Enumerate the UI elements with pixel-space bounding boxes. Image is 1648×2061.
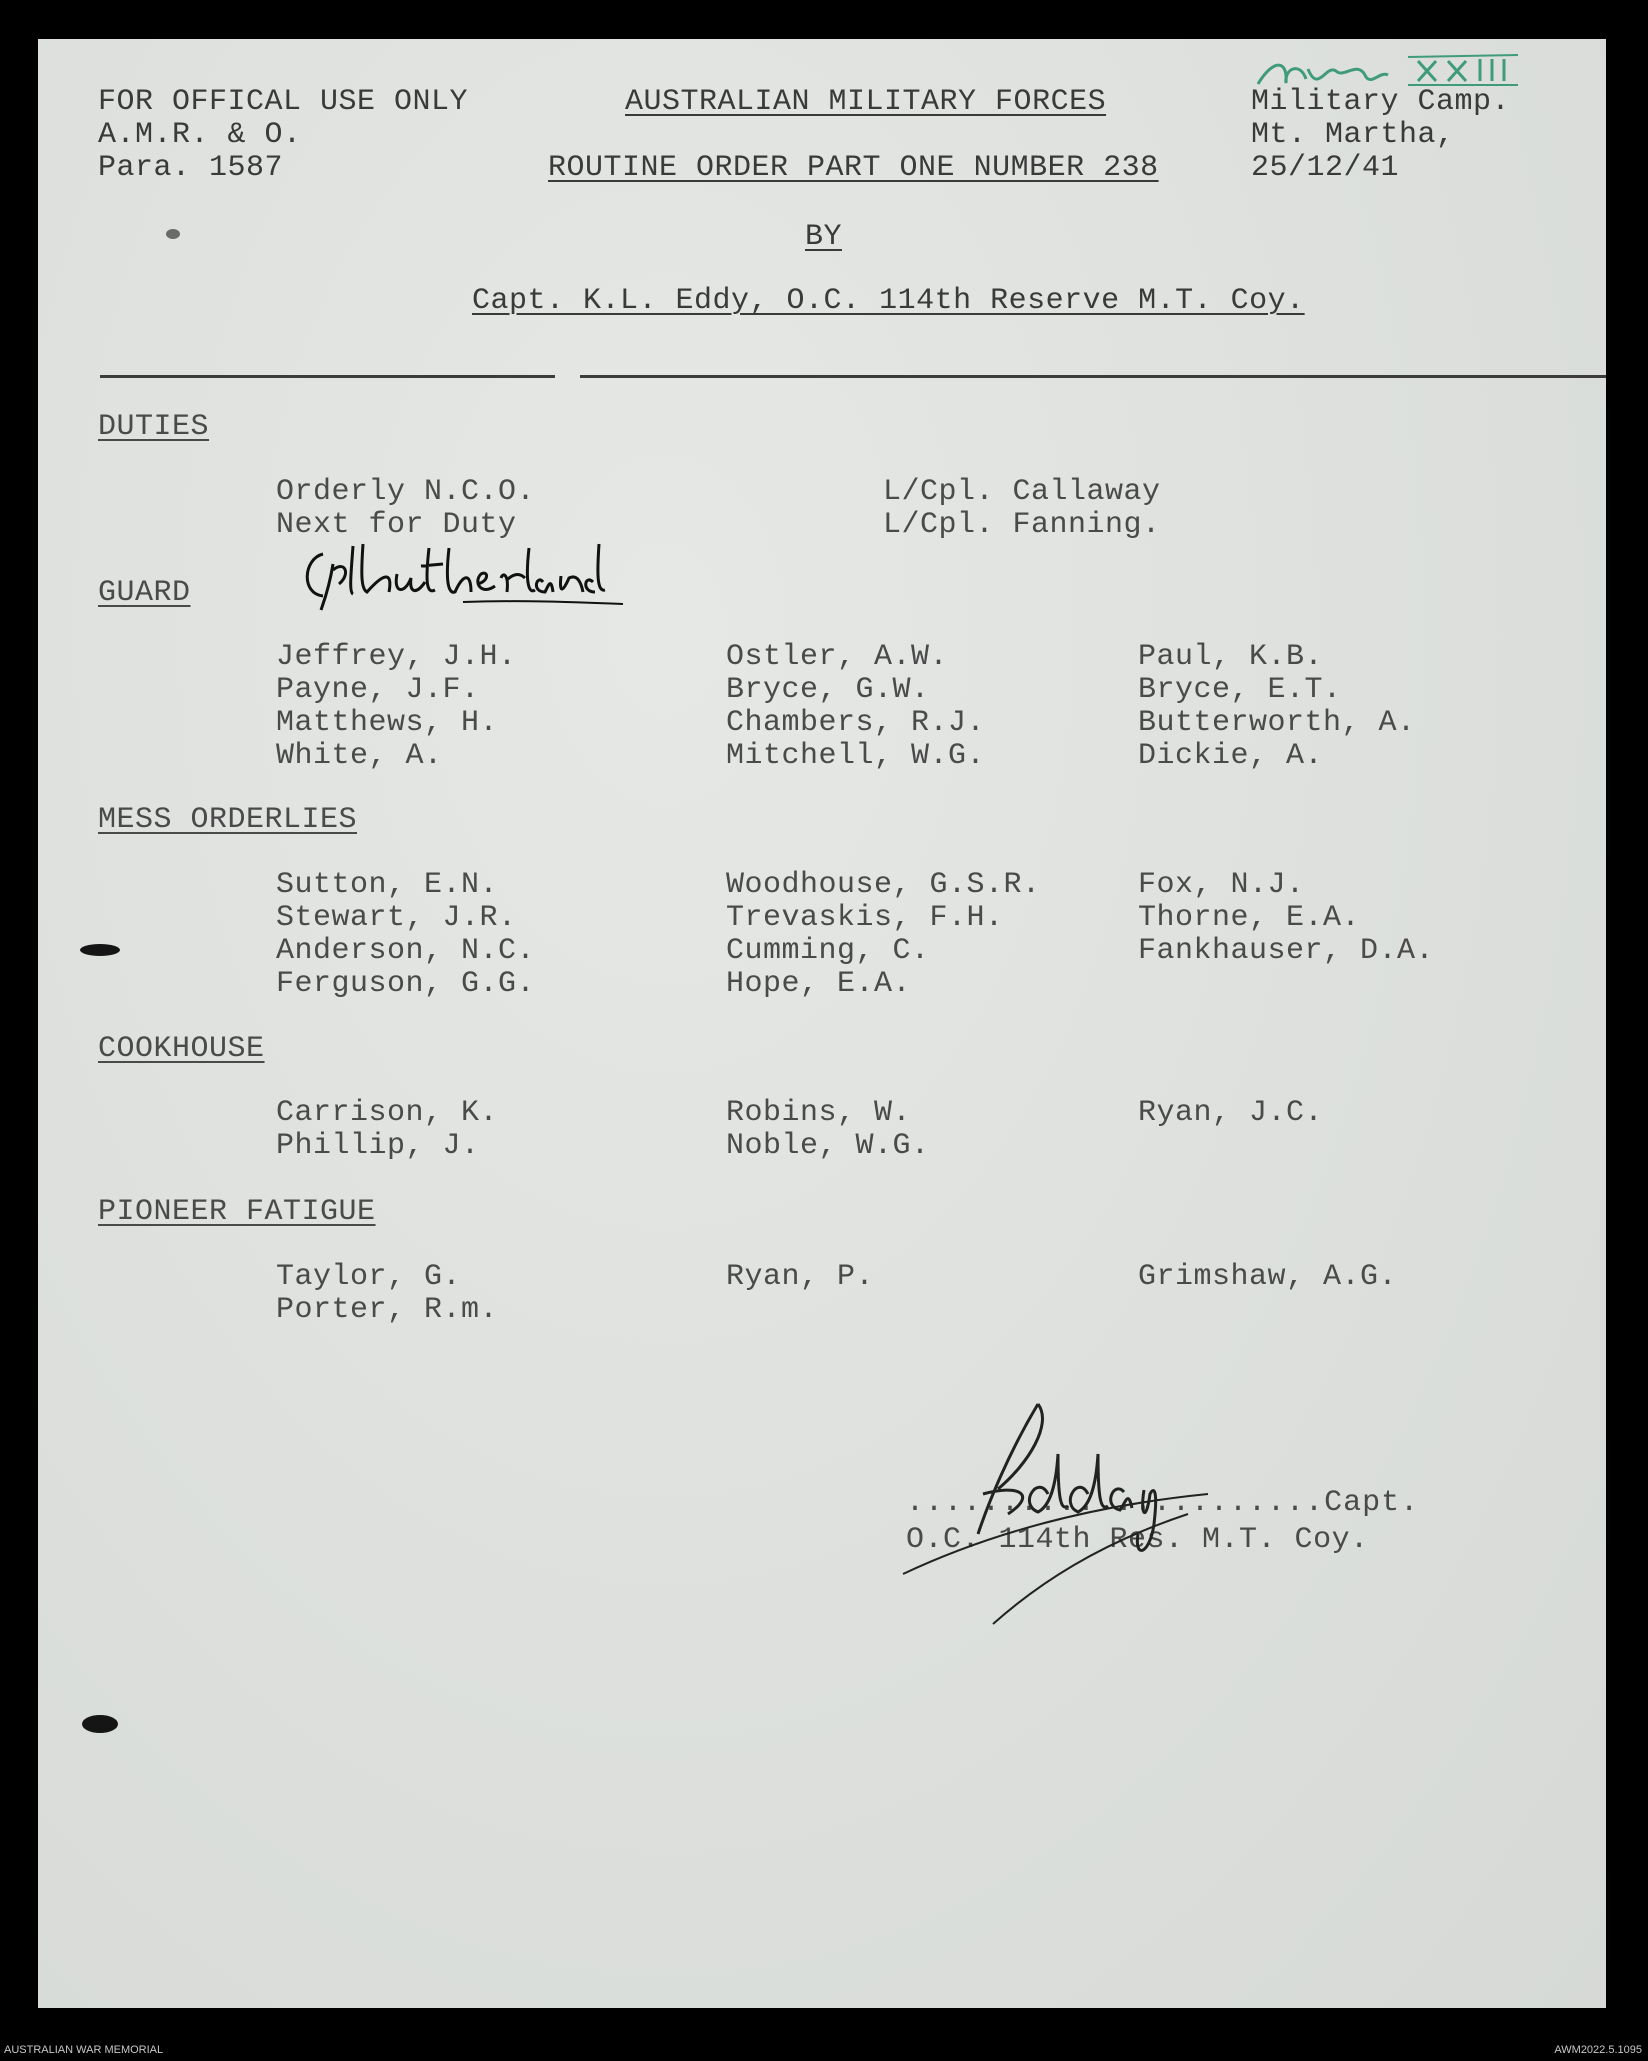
order-date: 25/12/41 [1251, 151, 1400, 185]
section-heading-cookhouse: COOKHOUSE [98, 1032, 265, 1066]
divider-right [580, 375, 1606, 378]
pioneer-name: Grimshaw, A.G. [1138, 1260, 1398, 1294]
signature-dots-line: ......................Capt. [906, 1486, 1420, 1520]
guard-name: Ostler, A.W. [726, 640, 949, 674]
mess-orderly-name: Ferguson, G.G. [276, 967, 536, 1001]
guard-name: White, A. [276, 739, 443, 773]
punch-mark [166, 229, 180, 239]
guard-name: Chambers, R.J. [726, 706, 986, 740]
mess-orderly-name: Hope, E.A. [726, 967, 912, 1001]
cookhouse-name: Carrison, K. [276, 1096, 499, 1130]
archive-reference: AWM2022.5.1095 [1554, 2044, 1642, 2056]
document-title: AUSTRALIAN MILITARY FORCES [625, 85, 1107, 119]
section-heading-guard: GUARD [98, 576, 191, 610]
document-page [38, 39, 1606, 2008]
mess-orderly-name: Trevaskis, F.H. [726, 901, 1004, 935]
duty-role: Next for Duty [276, 508, 517, 542]
guard-name: Bryce, E.T. [1138, 673, 1342, 707]
order-number: ROUTINE ORDER PART ONE NUMBER 238 [548, 151, 1159, 185]
pioneer-name: Ryan, P. [726, 1260, 875, 1294]
mess-orderly-name: Anderson, N.C. [276, 934, 536, 968]
guard-name: Paul, K.B. [1138, 640, 1324, 674]
cookhouse-name: Noble, W.G. [726, 1129, 930, 1163]
guard-name: Bryce, G.W. [726, 673, 930, 707]
header-reference: A.M.R. & O. [98, 118, 302, 152]
mess-orderly-name: Fankhauser, D.A. [1138, 934, 1435, 968]
punch-hole [80, 944, 120, 956]
mess-orderly-name: Woodhouse, G.S.R. [726, 868, 1041, 902]
cookhouse-name: Phillip, J. [276, 1129, 480, 1163]
header-paragraph: Para. 1587 [98, 151, 284, 185]
pioneer-name: Porter, R.m. [276, 1293, 499, 1327]
header-restriction: FOR OFFICAL USE ONLY [98, 85, 469, 119]
eddy-signature [888, 1394, 1308, 1634]
punch-hole [82, 1715, 118, 1733]
duty-role: Orderly N.C.O. [276, 475, 536, 509]
mess-orderly-name: Cumming, C. [726, 934, 930, 968]
mess-orderly-name: Fox, N.J. [1138, 868, 1305, 902]
cookhouse-name: Ryan, J.C. [1138, 1096, 1324, 1130]
section-heading-duties: DUTIES [98, 410, 210, 444]
guard-name: Mitchell, W.G. [726, 739, 986, 773]
pioneer-name: Taylor, G. [276, 1260, 462, 1294]
duty-name: L/Cpl. Callaway [883, 475, 1161, 509]
archive-credit: AUSTRALIAN WAR MEMORIAL [4, 2044, 164, 2056]
camp-location: Military Camp. [1251, 85, 1511, 119]
mess-orderly-name: Sutton, E.N. [276, 868, 499, 902]
duty-name: L/Cpl. Fanning. [883, 508, 1161, 542]
guard-name: Jeffrey, J.H. [276, 640, 517, 674]
by-line: BY [805, 220, 843, 254]
divider-left [100, 375, 555, 378]
appendix-annotation [1248, 49, 1538, 94]
handwritten-sutherland [293, 534, 793, 614]
cookhouse-name: Robins, W. [726, 1096, 912, 1130]
signature-office: O.C. 114th Res. M.T. Coy. [906, 1523, 1369, 1557]
mess-orderly-name: Stewart, J.R. [276, 901, 517, 935]
section-heading-pioneer-fatigue: PIONEER FATIGUE [98, 1195, 376, 1229]
mess-orderly-name: Thorne, E.A. [1138, 901, 1361, 935]
camp-place: Mt. Martha, [1251, 118, 1455, 152]
guard-name: Butterworth, A. [1138, 706, 1416, 740]
section-heading-mess-orderlies: MESS ORDERLIES [98, 803, 358, 837]
issuing-officer: Capt. K.L. Eddy, O.C. 114th Reserve M.T. Coy. [472, 284, 1305, 318]
guard-name: Dickie, A. [1138, 739, 1324, 773]
guard-name: Payne, J.F. [276, 673, 480, 707]
guard-name: Matthews, H. [276, 706, 499, 740]
